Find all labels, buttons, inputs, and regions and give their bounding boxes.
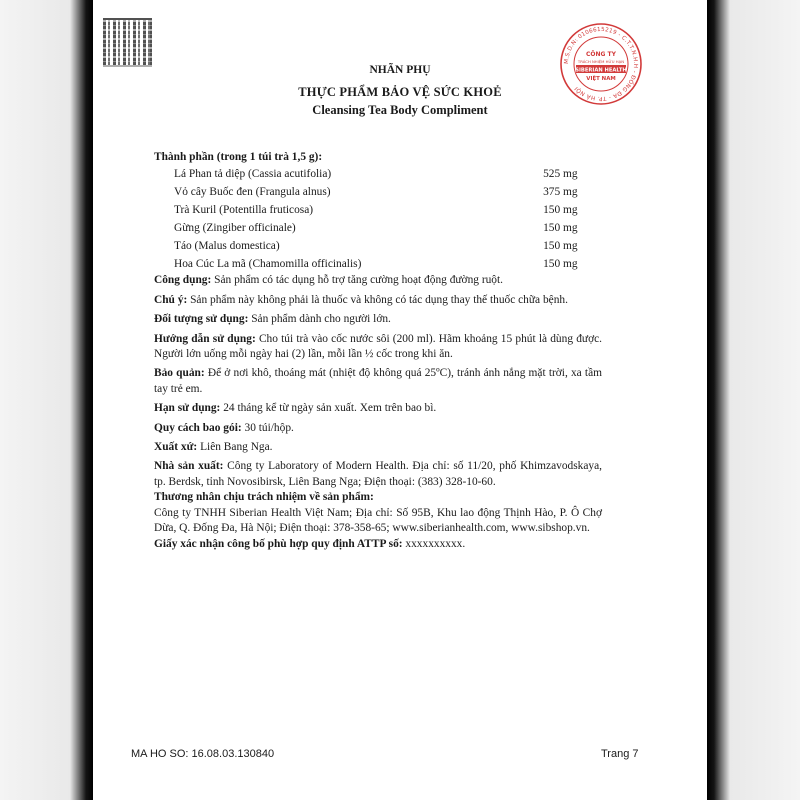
section-huong-dan: Hướng dẫn sử dụng: Cho túi trà vào cốc nước sôi (200 ml). Hãm khoảng 15 phút là dùng được. Người lớn uống mỗi ngày hai (2) lần, mỗi lần ½ cốc trong khi ăn. [154, 332, 603, 361]
seal-line-2: TRÁCH NHIỆM HỮU HẠN [577, 59, 625, 64]
header-line-1: NHÃN PHỤ [369, 64, 431, 76]
page-number: Trang 7 [601, 748, 639, 760]
document-page [93, 0, 707, 800]
ingredient-row [154, 201, 602, 219]
seal-line-3: SIBERIAN HEALTH [575, 67, 627, 74]
qr-code-icon [103, 18, 152, 67]
ingredient-amount: 150 mg [543, 222, 578, 235]
header-line-3: Cleansing Tea Body Compliment [312, 103, 488, 117]
section-quy-cach: Quy cách bao gói: 30 túi/hộp. [154, 421, 294, 434]
ingredient-row [154, 219, 602, 237]
ingredient-amount: 150 mg [543, 204, 578, 217]
header-line-2: THỰC PHẨM BẢO VỆ SỨC KHOẺ [298, 85, 502, 99]
seal-line-4: VIỆT NAM [586, 76, 616, 82]
section-xuat-xu: Xuất xứ: Liên Bang Nga. [154, 441, 273, 454]
section-nha-san-xuat: Nhà sản xuất: Công ty Laboratory of Modern Health. Địa chỉ: số 11/20, phố Khimzavodskaya, tp. Berdsk, tỉnh Novosibirsk, Liên Bang Nga; Điện thoại: (383) 328-10-60. [154, 460, 602, 488]
left-border [0, 0, 93, 800]
section-giay-xac-nhan: Giấy xác nhận công bố phù hợp quy định ATTP số: xxxxxxxxxx. [154, 537, 466, 550]
ingredient-amount: 150 mg [543, 258, 578, 271]
section-bao-quan: Bảo quản: Để ở nơi khô, thoáng mát (nhiệt độ không quá 25ºC), tránh ánh nắng mặt trời, xa tầm tay trẻ em. [154, 367, 602, 395]
right-border [707, 0, 800, 800]
section-thuong-nhan-label: Thương nhân chịu trách nhiệm về sản phẩm: [154, 491, 374, 504]
section-chu-y: Chú ý: Sản phẩm này không phải là thuốc và không có tác dụng thay thế thuốc chữa bệnh. [154, 293, 568, 306]
ingredient-name: Hoa Cúc La mã (Chamomilla officinalis) [174, 258, 362, 271]
section-cong-dung: Công dụng: Sản phẩm có tác dụng hỗ trợ tăng cường hoạt động đường ruột. [154, 274, 504, 287]
section-han-su-dung: Hạn sử dụng: 24 tháng kể từ ngày sản xuất. Xem trên bao bì. [154, 402, 437, 415]
ingredients-list [154, 165, 602, 273]
ingredient-row [154, 183, 602, 201]
label-content [154, 150, 602, 552]
ingredient-row [154, 255, 602, 273]
ingredients-title: Thành phần (trong 1 túi trà 1,5 g): [154, 151, 323, 163]
ingredient-row [154, 237, 602, 255]
ingredient-amount: 150 mg [543, 240, 578, 253]
ingredient-name: Táo (Malus domestica) [174, 240, 280, 253]
ingredient-amount: 375 mg [543, 186, 578, 199]
seal-ring-text: M.S.D.N: 0106615219 - C.T.T.N.H.H - ĐỐNG ĐA - TP. HÀ NỘI [563, 26, 639, 102]
ingredient-name: Lá Phan tả diệp (Cassia acutifolia) [174, 168, 332, 181]
seal-line-1: CÔNG TY [586, 51, 616, 58]
dossier-number: MA HO SO: 16.08.03.130840 [131, 748, 275, 760]
section-thuong-nhan-text: Công ty TNHH Siberian Health Việt Nam; Địa chỉ: Số 95B, Khu lao động Thịnh Hào, P. Ô Chợ Dừa, Q. Đống Đa, Hà Nội; Điện thoại: 378-358-65; www.siberianhealth.com, www.sibshop.vn. [154, 506, 602, 535]
ingredient-name: Trà Kuril (Potentilla fruticosa) [174, 204, 314, 217]
ingredient-row [154, 165, 602, 183]
ingredient-amount: 525 mg [543, 168, 578, 181]
section-doi-tuong: Đối tượng sử dụng: Sản phẩm dành cho người lớn. [154, 313, 391, 326]
ingredient-name: Gừng (Zingiber officinale) [174, 222, 296, 235]
ingredient-name: Vỏ cây Buốc đen (Frangula alnus) [174, 186, 331, 199]
